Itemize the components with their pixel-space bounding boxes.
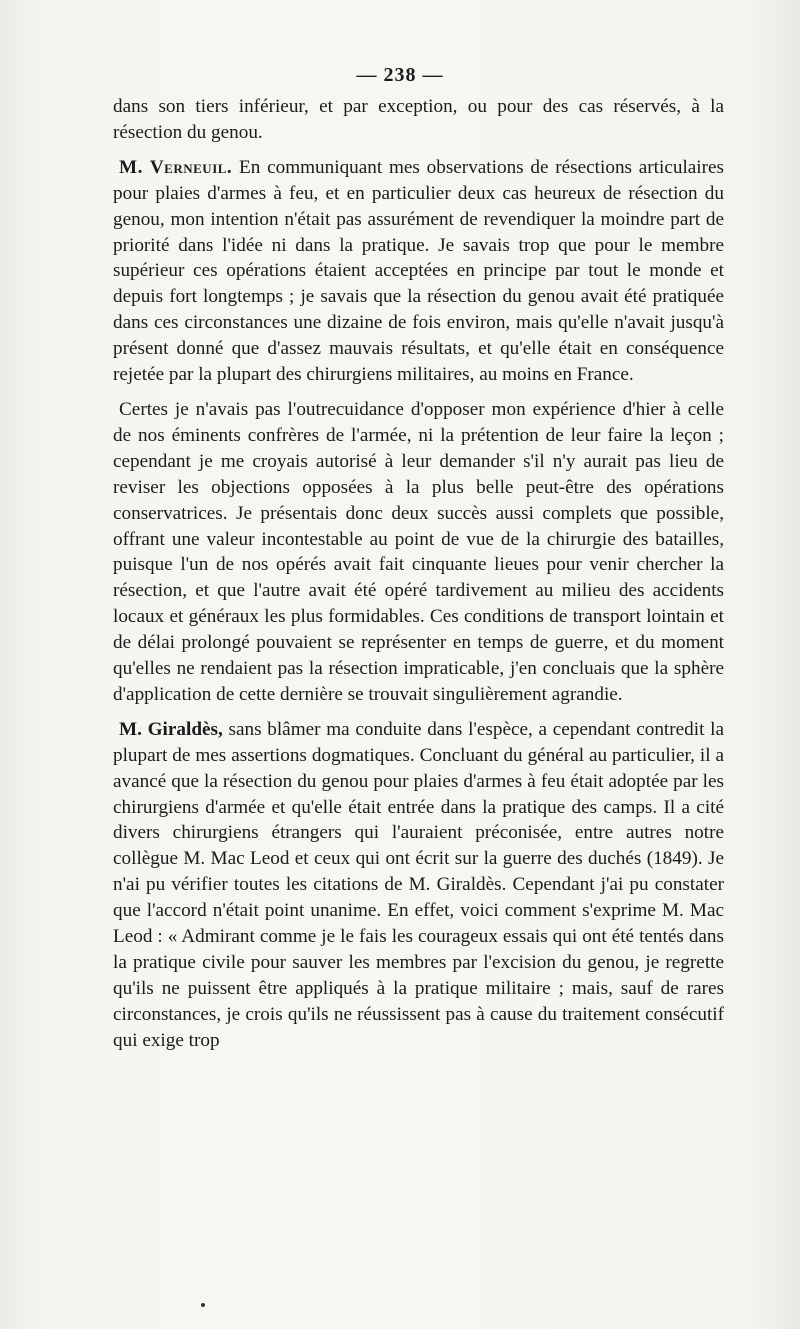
page-number: — 238 — — [356, 64, 444, 86]
paragraph-verneuil — [113, 155, 724, 388]
paragraph-text: sans blâmer ma conduite dans l'espèce, a cependant contredit la plupart de mes assertions dogmatiques. Concluant du général au particulier, il a avancé que la résection du genou pour plaies d'armes à feu était adoptée par les chirurgiens d'armée et qu'elle était entrée dans la pratique des camps. Il a cité divers chirurgiens étrangers qui l'auraient préconisée, entre autres notre collègue M. Mac Leod et ceux qui ont écrit sur la guerre des duchés (1849). Je n'ai pu vérifier toutes les citations de M. Giraldès. Cependant j'ai pu constater que l'accord n'était point unanime. En effet, voici comment s'exprime M. Mac Leod : « Admirant comme je le fais les courageux essais qui ont été tentés dans la pratique civile pour sauver les membres par l'excision du genou, je regrette qu'ils ne puissent être appliqués à la pratique militaire ; mais, sauf de rares circonstances, je crois qu'ils ne réussissent pas à cause du traitement consécutif qui exige trop — [113, 718, 724, 1051]
paragraph-certes — [113, 397, 724, 708]
body-text — [113, 94, 724, 1054]
paragraph-text: En communiquant mes observations de résections articulaires pour plaies d'armes à feu, et en particulier deux cas heureux de résection du genou, mon intention n'était pas assurément de revendiquer la moindre part de priorité dans l'idée ni dans la pratique. Je savais trop que pour le membre supérieur ces opérations étaient acceptées en principe par tout le monde et depuis fort longtemps ; je savais que la résection du genou avait été pratiquée dans ces circonstances une dizaine de fois environ, mais qu'elle n'avait jusqu'à présent donné que d'assez mauvais résultats, et qu'elle était en conséquence rejetée par la plupart des chirurgiens militaires, au moins en France. — [113, 156, 724, 386]
paragraph-continuation — [113, 94, 724, 146]
ink-speck — [201, 1303, 205, 1307]
paragraph-text: dans son tiers inférieur, et par exception, ou pour des cas réservés, à la résection du genou. — [113, 96, 724, 143]
speaker-name: M. Verneuil. — [119, 156, 233, 178]
paragraph-giraldes — [113, 717, 724, 1054]
speaker-name: M. Giraldès, — [119, 718, 223, 740]
paragraph-text: Certes je n'avais pas l'outrecuidance d'opposer mon expérience d'hier à celle de nos éminents confrères de l'armée, ni la prétention de leur faire la leçon ; cependant je me croyais autorisé à leur demander s'il n'y aurait pas lieu de reviser les objections opposées à la plus belle peut-être des opérations conservatrices. Je présentais donc deux succès aussi complets que possible, offrant une valeur incontestable au point de vue de la chirurgie des batailles, puisque l'un de nos opérés avait fait cinquante lieues pour venir chercher la résection, et que l'autre avait été opéré tardivement au milieu des accidents locaux et généraux les plus formidables. Ces conditions de transport lointain et de délai prolongé pouvaient se représenter en temps de guerre, et du moment qu'elles ne rendaient pas la résection impraticable, j'en concluais que la sphère d'application de cette dernière se trouvait singulièrement agrandie. — [113, 398, 724, 705]
